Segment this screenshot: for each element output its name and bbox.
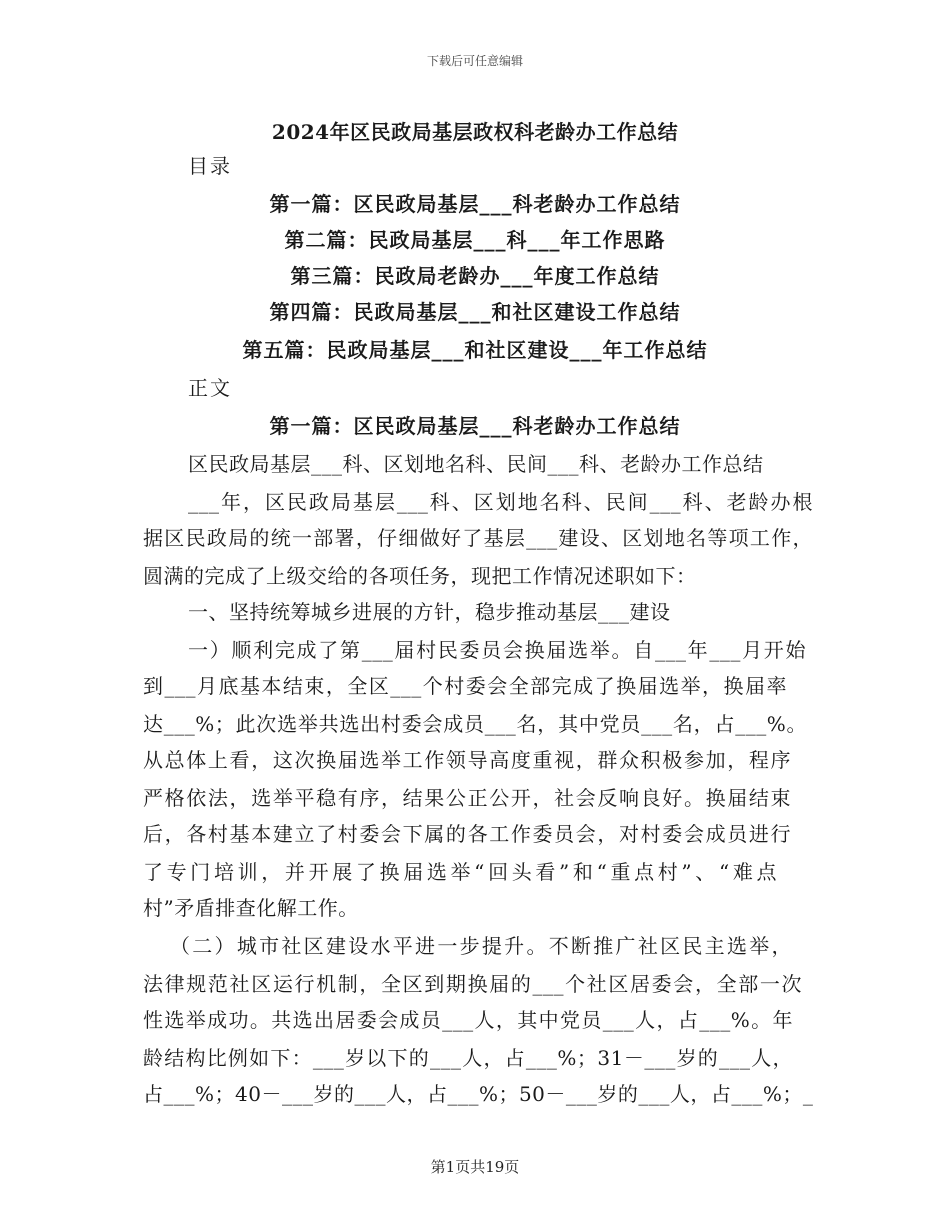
body-line: 从总体上看，这次换届选举工作领导高度重视，群众积极参加，程序 [143,748,791,772]
body-line: 严格依法，选举平稳有序，结果公正公开，社会反响良好。换届结束 [143,786,791,810]
toc-item-2[interactable]: 第二篇：民政局基层___科___年工作思路 [284,228,666,252]
body-line: （二）城市社区建设水平进一步提升。不断推广社区民主选举， [170,934,792,958]
body-line: ___年，区民政局基层___科、区划地名科、民间___科、老龄办根 [188,490,813,514]
body-line: 后，各村基本建立了村委会下属的各工作委员会，对村委会成员进行 [143,822,791,846]
document-title: 2024年区民政局基层政权科老龄办工作总结 [271,120,679,144]
body-line: 性选举成功。共选出居委会成员___人，其中党员___人，占___%。年 [143,1008,793,1032]
body-line: 据区民政局的统一部署，仔细做好了基层___建设、区划地名等项工作， [143,526,813,550]
body-line: 圆满的完成了上级交给的各项任务，现把工作情况述职如下： [143,564,697,588]
page-header: 下载后可任意编辑 [426,54,523,68]
body-line: 占___%；40－___岁的___人，占___%；50－___岁的___人，占___%；_ [143,1082,814,1106]
body-line: 到___月底基本结束，全区___个村委会全部完成了换届选举，换届率 [143,674,787,698]
body-line: 了专门培训，并开展了换届选举“回头看”和“重点村”、“难点 [143,860,777,884]
toc-item-5[interactable]: 第五篇：民政局基层___和社区建设___年工作总结 [242,338,708,362]
body-line: 村”矛盾排查化解工作。 [143,896,359,920]
body-line: 一）顺利完成了第___届村民委员会换届选举。自___年___月开始 [188,638,806,662]
body-line: 龄结构比例如下：___岁以下的___人，占___%；31－___岁的___人， [143,1046,793,1070]
toc-item-3[interactable]: 第三篇：民政局老龄办___年度工作总结 [290,264,660,288]
body-line: 区民政局基层___科、区划地名科、民间___科、老龄办工作总结 [188,452,764,476]
body-line: 一、坚持统筹城乡进展的方针，稳步推动基层___建设 [188,600,671,624]
page-footer: 第1页共19页 [430,1158,520,1176]
body-line: 达___%；此次选举共选出村委会成员___名，其中党员___名，占___%。 [143,712,807,736]
body-label: 正文 [188,376,232,400]
section-heading: 第一篇：区民政局基层___科老龄办工作总结 [269,414,681,438]
toc-label: 目录 [188,154,232,178]
toc-item-1[interactable]: 第一篇：区民政局基层___科老龄办工作总结 [269,192,681,216]
body-line: 法律规范社区运行机制，全区到期换届的___个社区居委会，全部一次 [143,972,802,996]
toc-item-4[interactable]: 第四篇：民政局基层___和社区建设工作总结 [269,300,681,324]
